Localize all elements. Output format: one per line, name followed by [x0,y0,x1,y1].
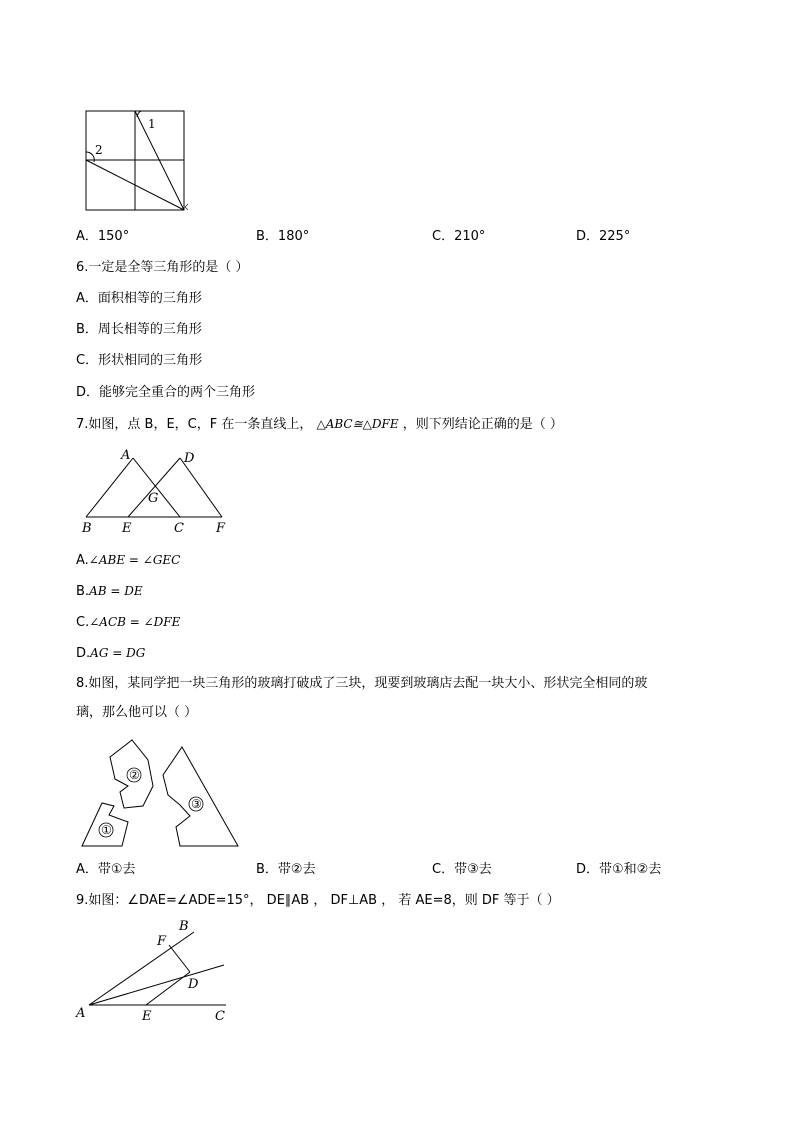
q6-option-a: A．面积相等的三角形 [76,291,202,306]
q6-option-b: B．周长相等的三角形 [76,322,202,337]
q6-option-d: D．能够完全重合的两个三角形 [76,385,256,400]
q8-option-a: A．带①去 [76,862,136,877]
q7-option-a-prefix: A. [76,553,89,568]
q7-label-G: G [148,491,159,506]
q7-label-B: B [82,521,92,536]
q7-stem-math: △ABC≅△DFE [316,417,399,431]
q8-piece1-label: ① [101,823,112,837]
q5-angle2-label: 2 [95,143,103,157]
q7-stem-suffix: ，则下列结论正确的是（ ） [402,417,563,432]
q7-option-a [76,552,180,569]
q7-option-d-prefix: D. [76,646,91,661]
q7-label-A: A [121,448,131,463]
q7-stem [76,416,563,433]
q7-stem-prefix: 7.如图，点 B，E，C，F 在一条直线上， [76,417,313,432]
q7-option-c-math: ∠ACB = ∠DFE [89,615,181,629]
q9-label-E: E [142,1009,152,1024]
q8-stem-line1: 8.如图，某同学把一块三角形的玻璃打破成了三块，现要到玻璃店去配一块大小、形状完全相同的玻 [76,676,648,691]
q7-label-F: F [216,521,226,536]
q7-option-c-prefix: C. [76,615,90,630]
q8-option-d: D．带①和②去 [576,862,662,877]
q7-label-E: E [122,521,132,536]
q6-stem: 6.一定是全等三角形的是（ ） [76,260,249,275]
q7-option-b [76,583,143,600]
q5-option-d: D．225° [576,229,631,244]
q9-stem: 9.如图：∠DAE=∠ADE=15°， DE∥AB ， DF⊥AB ， 若 AE=8，则 DF 等于（ ） [76,893,560,908]
q9-label-F: F [157,934,167,949]
q5-option-b: B．180° [256,229,310,244]
q7-label-C: C [174,521,184,536]
q8-piece2-label: ② [129,768,140,782]
q9-label-A: A [76,1006,86,1021]
q5-angle1-label: 1 [148,117,156,131]
q7-option-b-math: AB = DE [89,584,143,598]
q9-label-D: D [188,977,199,992]
q9-label-C: C [215,1009,225,1024]
q9-label-B: B [179,919,189,934]
q8-option-b: B．带②去 [256,862,316,877]
q7-option-d-math: AG = DG [90,646,146,660]
q5-option-c: C．210° [432,229,486,244]
q7-option-a-math: ∠ABE = ∠GEC [88,553,181,567]
q8-piece3-label: ③ [191,797,202,811]
q7-option-b-prefix: B. [76,584,90,599]
q8-stem-line2: 璃，那么他可以（ ） [76,705,198,720]
q8-option-c: C．带③去 [432,862,492,877]
q5-option-a: A．150° [76,229,130,244]
q7-label-D: D [184,451,195,466]
q6-option-c: C．形状相同的三角形 [76,353,203,368]
q7-option-d [76,645,145,662]
q7-option-c [76,614,180,631]
